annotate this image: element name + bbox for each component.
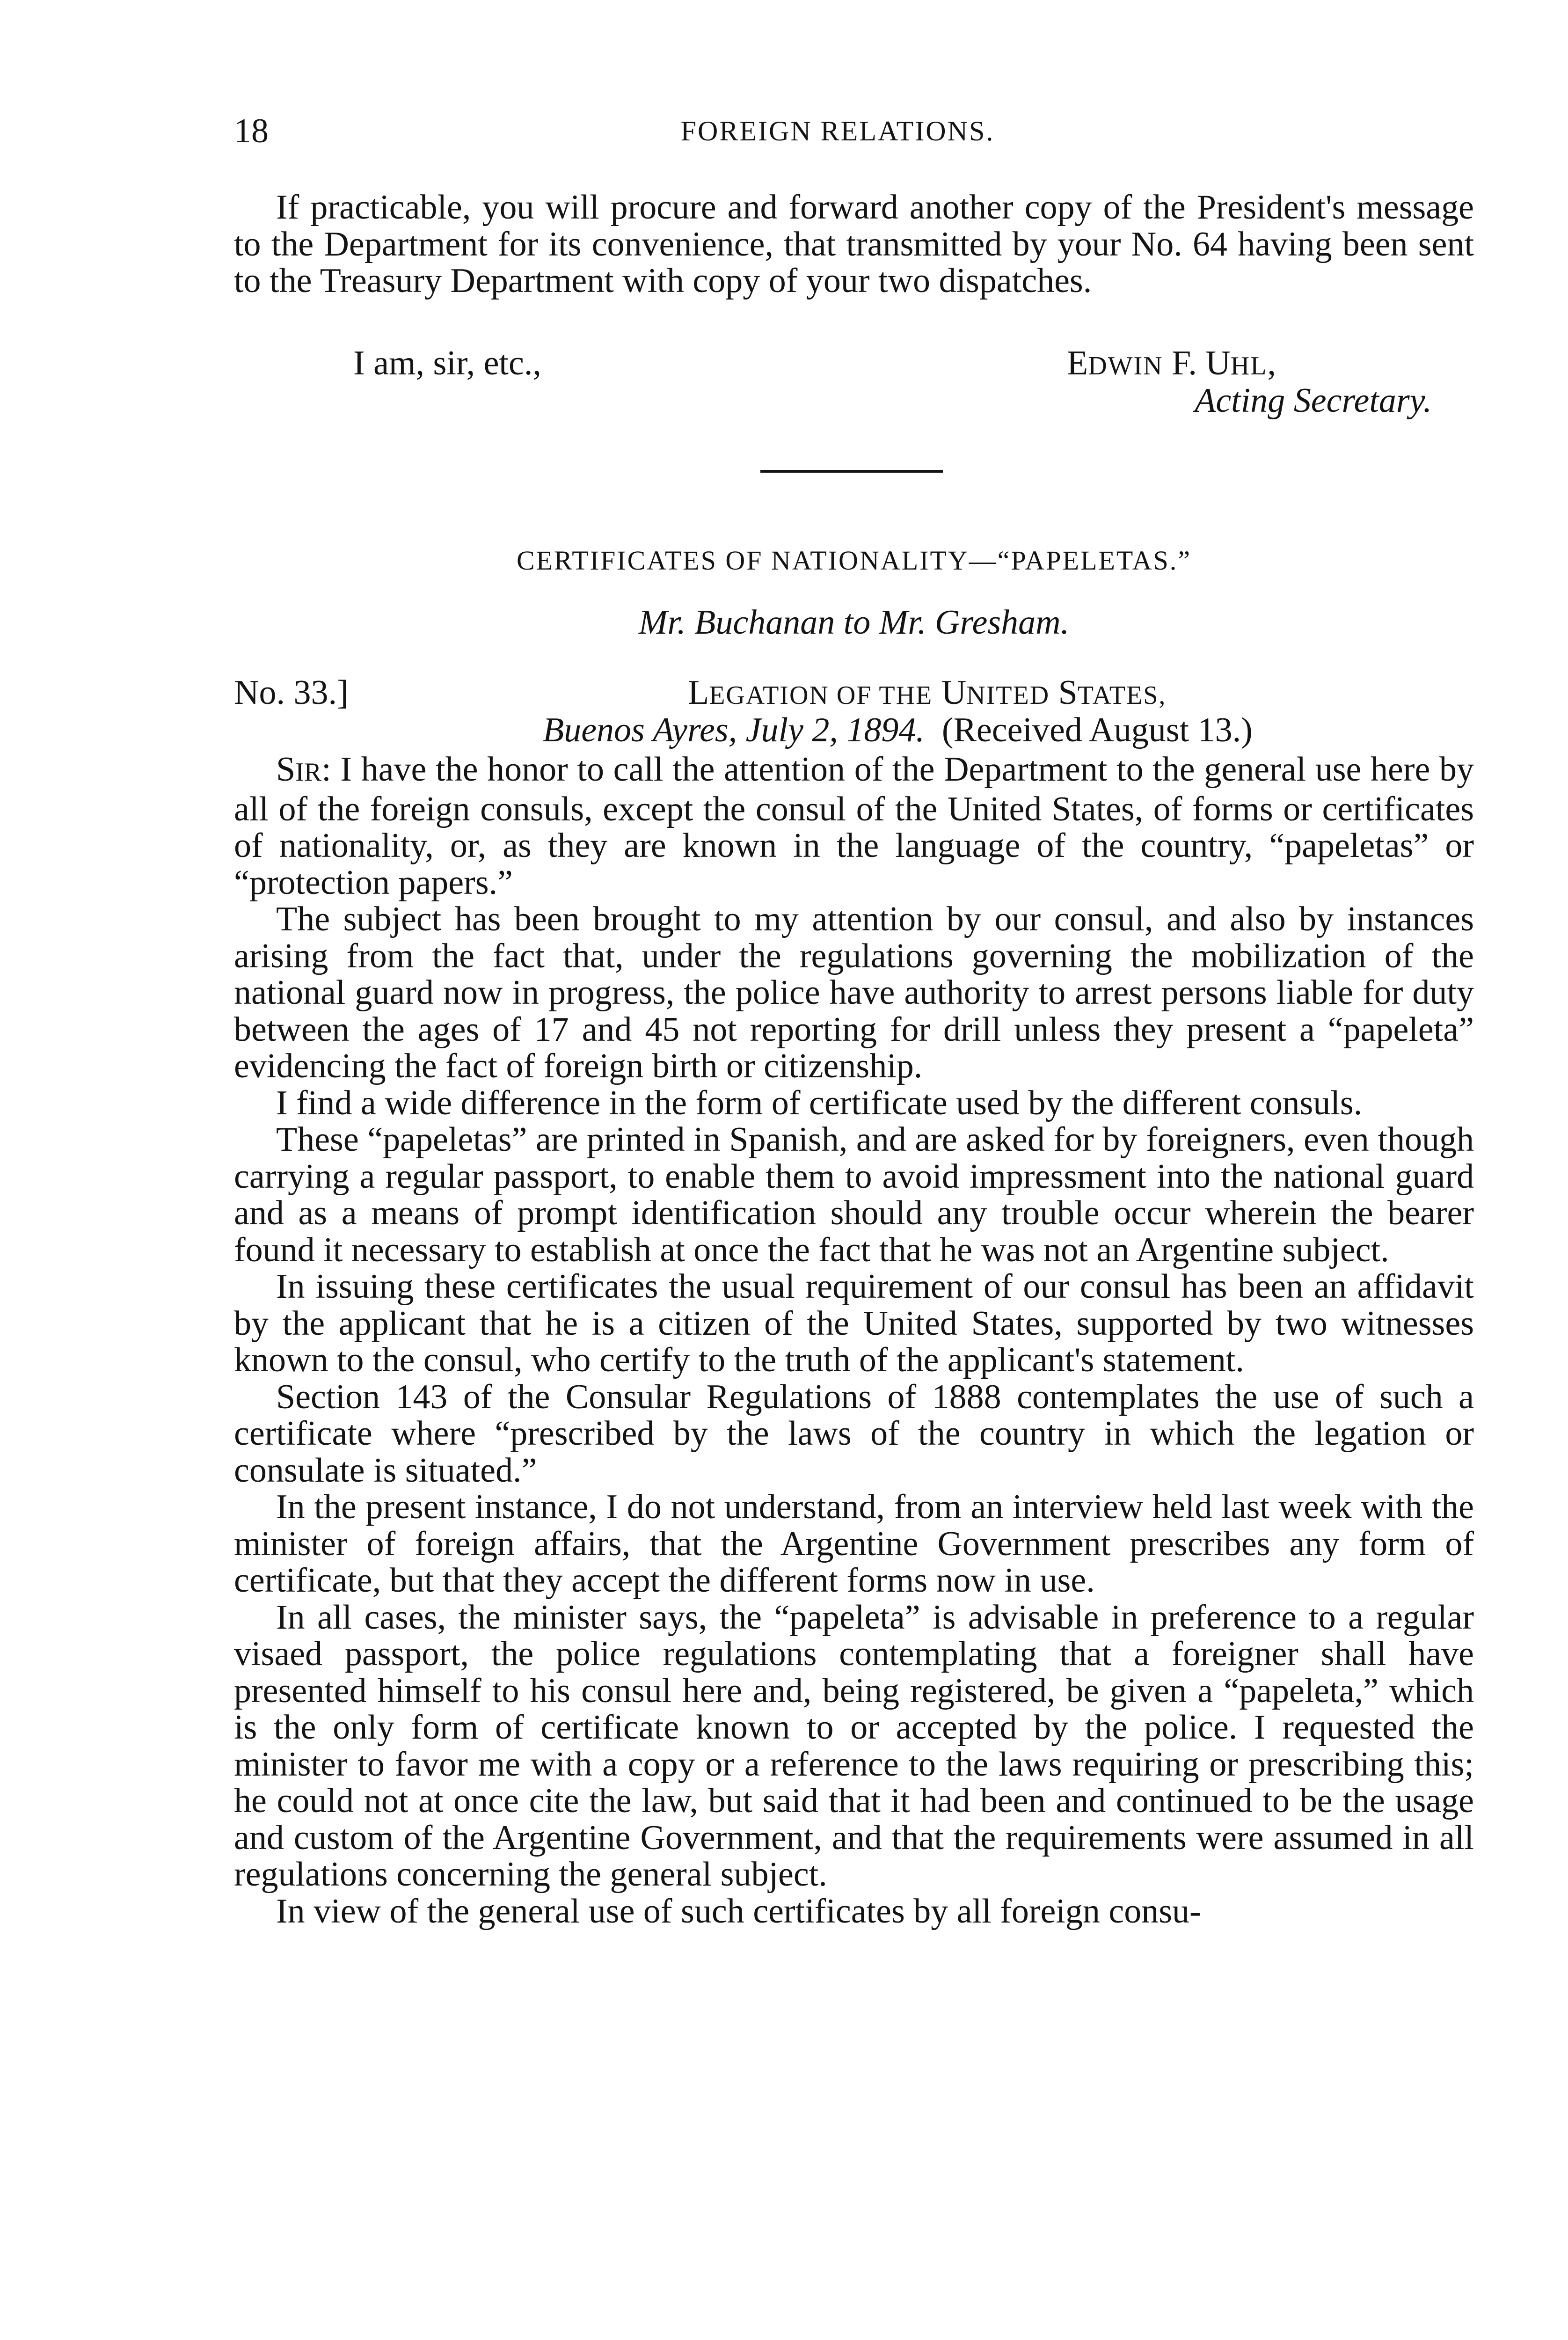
united-initial: U <box>941 673 967 712</box>
sir-initial: S <box>276 750 296 789</box>
intro-paragraph: If practicable, you will procure and forward another copy of the President's message to the Department for its convenience, that transmitted by your No. 64 having been sent to the Treasury Department with copy of your two dispatches. <box>234 188 1474 300</box>
body-paragraph-1 <box>234 751 1474 901</box>
dispatch-number: No. 33.] <box>234 673 349 712</box>
united-rest: NITED <box>966 681 1050 710</box>
dateline <box>543 711 1253 749</box>
body-paragraph-5: In issuing these certificates the usual requirement of our consul has been an affidavit by the applicant that he is a citizen of the United States, supported by two witnesses known to the consul, who certify to the truth of the applicant's statement. <box>234 1267 1474 1379</box>
page-header <box>234 110 1441 152</box>
body-paragraph-4: These “papeletas” are printed in Spanish, and are asked for by foreigners, even though carrying a regular passport, to enable them to avoid impressment into the national guard and as a means of prompt identification should any trouble occur wherein the bearer found it necessary to establish at once the fact that he was not an Argentine subject. <box>234 1120 1474 1269</box>
signer-comma: , <box>1267 344 1276 382</box>
states-initial: S <box>1058 673 1078 712</box>
closing-salutation: I am, sir, etc., <box>353 344 541 382</box>
running-title: FOREIGN RELATIONS. <box>680 116 995 146</box>
letter-closing <box>234 344 1432 424</box>
place-date: Buenos Ayres, July 2, 1894. <box>543 711 925 749</box>
section-divider <box>760 470 943 473</box>
section-title: CERTIFICATES OF NATIONALITY—“PAPELETAS.” <box>516 545 1192 576</box>
sir-rest: IR <box>295 758 322 787</box>
intro-block <box>234 189 1474 300</box>
states-rest: TATES, <box>1077 681 1167 710</box>
body-paragraph-7: In the present instance, I do not understand, from an interview held last week with the minister of foreign affairs, that the Argentine Government prescribes any form of certificate, but that they accept the different forms now in use. <box>234 1488 1474 1600</box>
legation-rest: EGATION OF THE <box>709 681 933 710</box>
signer-first-rest: DWIN <box>1088 351 1163 380</box>
legation-initial: L <box>688 673 709 712</box>
dispatch-body <box>234 751 1474 1930</box>
correspondents-line: Mr. Buchanan to Mr. Gresham. <box>638 603 1070 642</box>
signer-middle: F. <box>1172 344 1197 382</box>
signer-first-initial: E <box>1067 344 1088 382</box>
body-paragraph-2: The subject has been brought to my attention by our consul, and also by instances arising from the fact that, under the regulations governing the mobilization of the national guard now in progress, the police have authority to arrest persons liable for duty between the ages of 17 and 45 not reporting for drill unless they present a “papeleta” evidencing the fact of foreign birth or citizenship. <box>234 900 1474 1085</box>
body-paragraph-9: In view of the general use of such certificates by all foreign consu- <box>276 1892 1201 1930</box>
body-paragraph-8: In all cases, the minister says, the “papeleta” is advisable in preference to a regular visaed passport, the police regulations contemplating that a foreigner shall have presented himself to his consul here and, being registered, be given a “papeleta,” which is the only form of certificate known to or accepted by the police. I requested the minister to favor me with a copy or a reference to the laws requiring or prescribing this; he could not at once cite the law, but said that it had been and continued to be the usage and custom of the Argentine Government, and that the requirements were assumed in all regulations concerning the general subject. <box>234 1598 1474 1894</box>
legation-heading <box>688 674 1166 714</box>
signer-title: Acting Secretary. <box>1195 381 1432 420</box>
body-paragraph-6: Section 143 of the Consular Regulations of 1888 contemplates the use of such a certificate where “prescribed by the laws of the country in which the legation or consulate is situated.” <box>234 1377 1474 1490</box>
signer-last-rest: HL <box>1230 351 1268 380</box>
signer-last-initial: U <box>1205 344 1231 382</box>
signer-name <box>1067 344 1432 385</box>
received-date: (Received August 13.) <box>941 711 1253 749</box>
body-paragraph-3: I find a wide difference in the form of certificate used by the different consuls. <box>276 1083 1363 1122</box>
body-paragraph-1-text: : I have the honor to call the attention of the Department to the general use here by all of the foreign consuls, except the consul of the United States, of forms or certificates of nationality, or, as they are known in the language of the country, “papeletas” or “protection papers.” <box>234 750 1474 902</box>
page-number: 18 <box>234 112 269 150</box>
